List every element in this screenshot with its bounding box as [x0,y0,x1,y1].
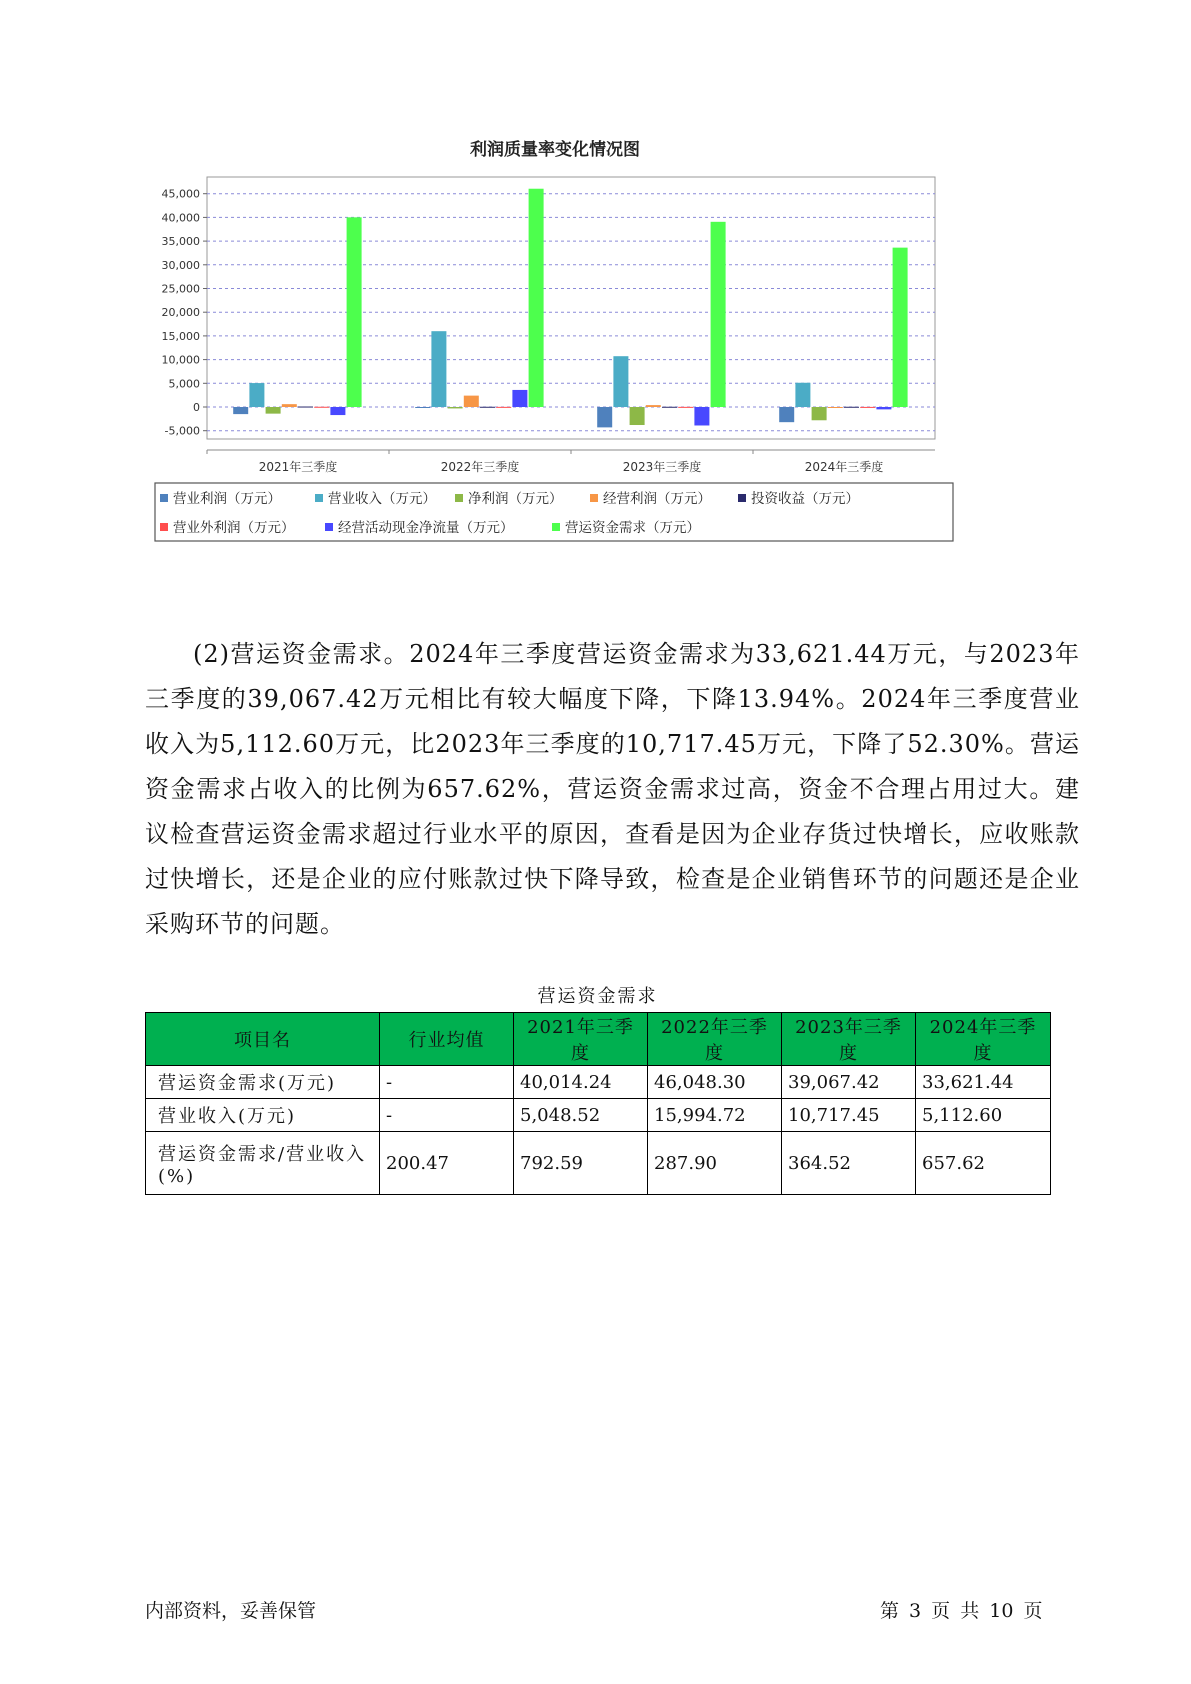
profit-quality-chart [150,138,1020,598]
legend-label: 营业收入（万元） [328,491,436,507]
table-caption: 营运资金需求 [537,986,658,1007]
table-cell: 200.47 [380,1132,514,1195]
table-cell: 46,048.30 [648,1066,782,1099]
working-capital-table [145,1012,1051,1195]
bar [646,405,661,407]
legend-swatch [315,494,323,502]
legend-swatch [160,523,168,531]
y-axis-ticks [162,188,208,438]
footer-confidential: 内部资料，妥善保管 [145,1600,317,1622]
table-cell: - [380,1099,514,1132]
y-tick-label: 45,000 [161,187,200,201]
plot-frame [207,177,935,439]
legend-swatch [455,494,463,502]
bar [480,407,495,408]
x-axis-labels [207,450,883,474]
bar [662,407,677,408]
x-tick-label: 2024年三季度 [804,460,884,474]
legend-label: 经营利润（万元） [603,491,711,507]
grid-lines [207,194,935,431]
header-cell: 2024年三季度 [916,1013,1051,1066]
table-cell: 657.62 [916,1132,1051,1195]
legend-swatch [160,494,168,502]
y-tick-label: 30,000 [161,258,200,272]
y-tick-label: 35,000 [161,235,200,249]
bar [282,404,297,407]
bar [464,396,479,407]
footer-page-number: 第 3 页 共 10 页 [880,1600,1043,1622]
bar [496,407,511,408]
table-cell: 营业收入(万元) [146,1099,380,1132]
x-tick-label: 2023年三季度 [622,460,702,474]
bars [233,189,907,428]
bar [448,407,463,408]
paragraph-text: (2)营运资金需求。2024年三季度营运资金需求为33,621.44万元，与2023年三季度的39,067.42万元相比有较大幅度下降，下降13.94%。2024年三季度营业收入为5,112.60万元，比2023年三季度的10,717.45万元，下降了52.30%。营运资金需求占收入的比例为657.62%，营运资金需求过高，资金不合理占用过大。建议检查营运资金需求超过行业水平的原因，查看是因为企业存货过快增长，应收账款过快增长，还是企业的应付账款过快下降导致，检查是企业销售环节的问题还是企业采购环节的问题。 [145,640,1080,938]
header-cell: 行业均值 [380,1013,514,1066]
bar [330,407,345,415]
y-tick-label: 5,000 [168,377,200,391]
legend-label: 营业利润（万元） [173,491,281,507]
bar [860,407,875,408]
table-cell: 营运资金需求/营业收入(%) [146,1132,380,1195]
table-cell: 33,621.44 [916,1066,1051,1099]
bar [314,407,329,408]
bar [779,407,794,422]
table-cell: 792.59 [514,1132,648,1195]
table-cell: 364.52 [782,1132,916,1195]
legend-swatch [552,523,560,531]
analysis-paragraph [145,632,1080,947]
table-cell: 15,994.72 [648,1099,782,1132]
header-cell: 项目名 [146,1013,380,1066]
legend-label: 经营活动现金净流量（万元） [338,520,514,536]
bar [415,407,430,408]
y-tick-label: 0 [193,401,200,414]
y-tick-label: 10,000 [161,353,200,367]
y-tick-label: 25,000 [161,282,200,296]
legend-label: 营业外利润（万元） [173,520,295,536]
bar [711,222,726,407]
y-tick-label: 40,000 [161,211,200,225]
bar [694,407,709,425]
table-cell: 营运资金需求(万元) [146,1066,380,1099]
y-tick-label: 15,000 [161,329,200,343]
y-tick-label: -5,000 [164,424,200,438]
legend-swatch [325,523,333,531]
bar [233,407,248,414]
header-cell: 2023年三季度 [782,1013,916,1066]
bar [347,217,362,407]
chart-title: 利润质量率变化情况图 [470,140,640,160]
bar [876,407,891,409]
table-header-row [146,1013,1051,1066]
bar [828,407,843,408]
table-cell: 5,048.52 [514,1099,648,1132]
table-cell: 287.90 [648,1132,782,1195]
table-cell: 40,014.24 [514,1066,648,1099]
legend-label: 净利润（万元） [468,491,563,507]
legend-label: 投资收益（万元） [751,491,859,507]
table-cell: 39,067.42 [782,1066,916,1099]
bar [529,189,544,407]
table-row [146,1066,1051,1099]
bar [249,383,264,407]
bar [630,407,645,425]
bar [613,356,628,407]
y-tick-label: 20,000 [161,306,200,320]
x-tick-label: 2021年三季度 [258,460,338,474]
bar [597,407,612,427]
legend-label: 营运资金需求（万元） [565,520,700,536]
bar [795,383,810,407]
bar [893,248,908,407]
header-cell: 2021年三季度 [514,1013,648,1066]
legend-swatch [738,494,746,502]
bar [844,407,859,408]
header-cell: 2022年三季度 [648,1013,782,1066]
x-tick-label: 2022年三季度 [440,460,520,474]
bar [266,407,281,414]
bar [298,407,313,408]
bar [431,331,446,407]
table-row [146,1132,1051,1195]
table-cell: 5,112.60 [916,1099,1051,1132]
legend-swatch [590,494,598,502]
table-row [146,1099,1051,1132]
table-cell: - [380,1066,514,1099]
bar [812,407,827,420]
table-cell: 10,717.45 [782,1099,916,1132]
bar [678,407,693,408]
bar [512,390,527,407]
